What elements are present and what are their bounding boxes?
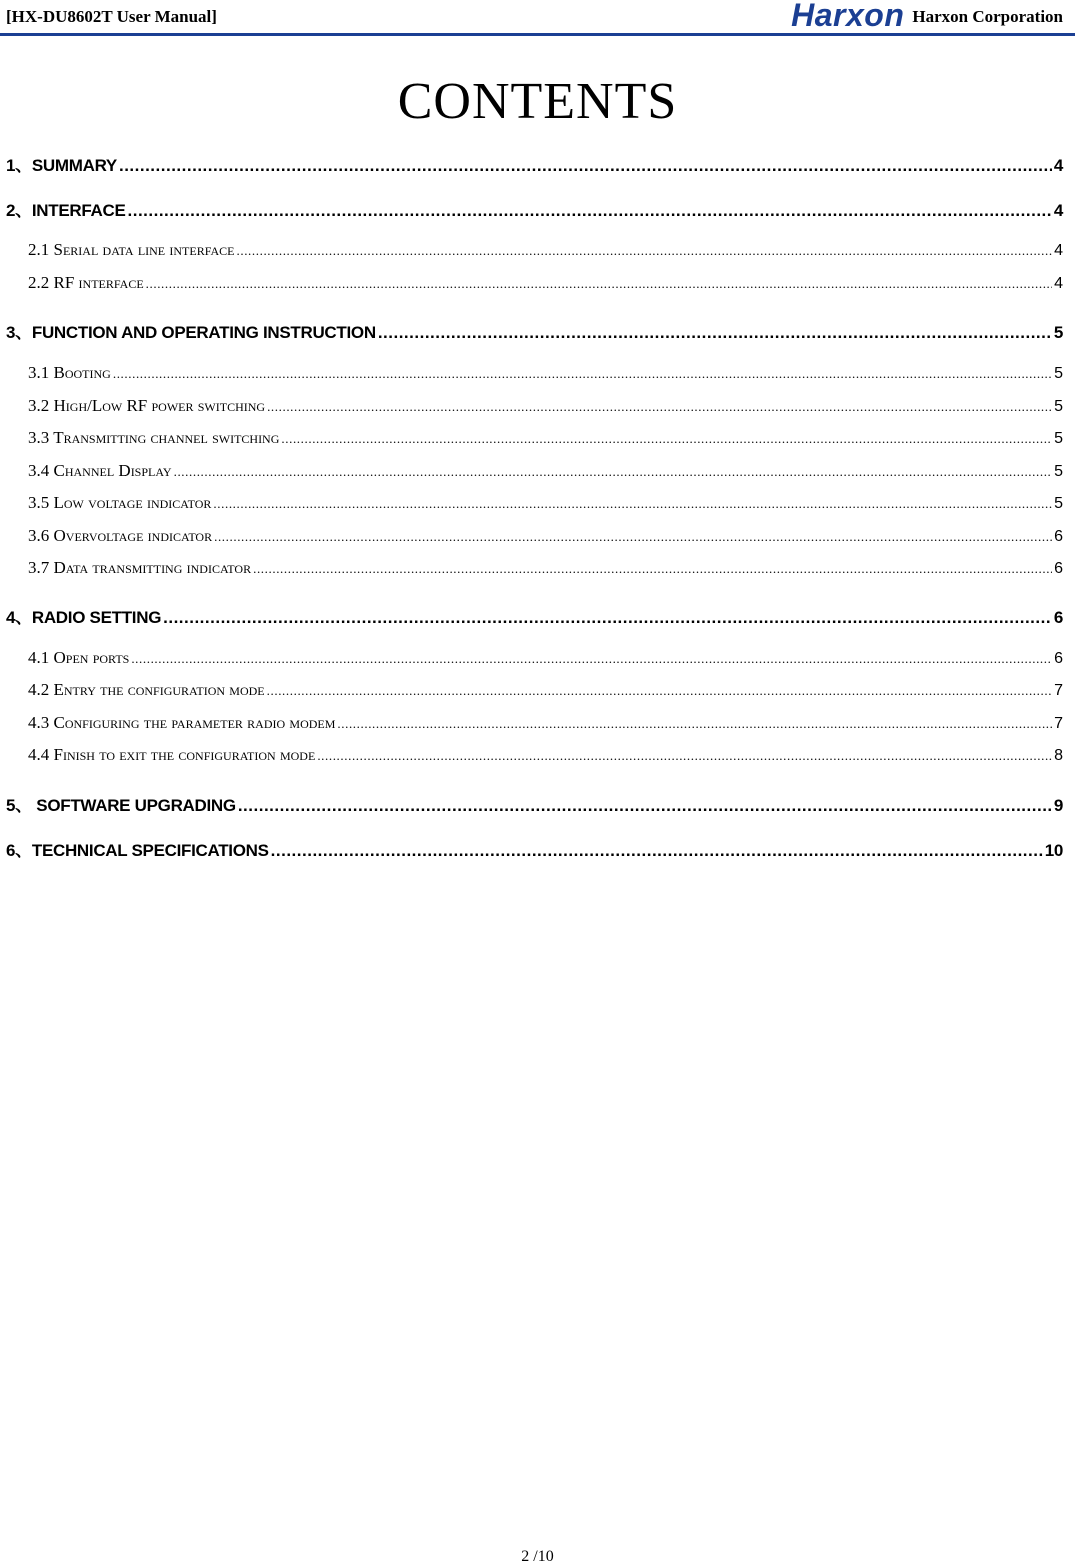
toc-entry[interactable] [28,680,1063,700]
toc-entry-label: 3、FUNCTION AND OPERATING INSTRUCTION [6,323,376,342]
toc-leader-dots [317,745,1052,765]
toc-entry-label: 4.3 Configuring the parameter radio modem [28,713,336,732]
toc-leader-dots [146,273,1052,293]
toc-entry-label: 2.1 Serial data line interface [28,240,235,259]
toc-entry[interactable] [28,461,1063,481]
toc-leader-dots [253,558,1052,578]
page-header [0,0,1075,34]
toc-leader-dots [238,796,1052,816]
toc-entry-page: 4 [1053,156,1063,175]
toc-entry-page: 7 [1054,682,1063,699]
toc-entry-label: 4、RADIO SETTING [6,608,162,627]
toc-entry-page: 4 [1054,242,1063,259]
toc-entry-label: 3.3 Transmitting channel switching [28,428,280,447]
toc-entry-page: 5 [1054,430,1063,447]
harxon-logo: Harxon [791,0,905,33]
toc-entry-page: 5 [1054,495,1063,512]
toc-entry-page: 9 [1053,796,1063,815]
toc-entry-label: 6、TECHNICAL SPECIFICATIONS [6,841,269,860]
toc-leader-dots [128,201,1052,221]
toc-entry-label: 4.2 Entry the configuration mode [28,680,265,699]
toc-entry-page: 4 [1053,201,1063,220]
toc-leader-dots [378,323,1052,343]
toc-entry-page: 5 [1054,398,1063,415]
toc-entry[interactable] [28,558,1063,578]
toc-entry[interactable] [6,318,1063,343]
toc-entry[interactable] [28,648,1063,668]
toc-leader-dots [163,608,1052,628]
toc-leader-dots [271,841,1043,861]
toc-leader-dots [131,648,1052,668]
toc-entry-label: 2.2 RF interface [28,273,144,292]
page-title: CONTENTS [397,73,678,130]
toc-leader-dots [337,713,1052,733]
toc-entry-label: 4.4 Finish to exit the configuration mode [28,745,316,764]
page-number: 2 /10 [521,1548,554,1565]
toc-entry[interactable] [6,836,1063,861]
manual-title: [HX-DU8602T User Manual] [6,7,217,26]
toc-entry-label: 3.1 Booting [28,363,111,382]
toc-leader-dots [174,461,1052,481]
toc-entry[interactable] [28,428,1063,448]
toc-entry[interactable] [28,240,1063,260]
toc-entry-label: 3.5 Low voltage indicator [28,493,212,512]
toc-leader-dots [267,680,1052,700]
toc-entry-label: 2、INTERFACE [6,201,126,220]
toc-entry-page: 8 [1054,747,1063,764]
header-brand [791,0,1063,34]
toc-leader-dots [267,396,1052,416]
toc-entry-page: 5 [1053,323,1063,342]
toc-leader-dots [281,428,1052,448]
toc-entry-page: 5 [1054,365,1063,382]
toc-entry-label: 3.7 Data transmitting indicator [28,558,252,577]
toc-entry-label: 3.2 High/Low RF power switching [28,396,266,415]
toc-leader-dots [119,156,1052,176]
toc-entry[interactable] [6,603,1063,628]
toc-entry-page: 6 [1054,560,1063,577]
toc-entry-page: 6 [1054,650,1063,667]
toc-entry[interactable] [28,273,1063,293]
toc-entry-page: 10 [1044,841,1063,860]
toc-entry[interactable] [6,791,1063,816]
toc-entry-page: 7 [1054,715,1063,732]
toc-leader-dots [214,526,1052,546]
toc-entry-page: 5 [1054,463,1063,480]
toc-entry-label: 1、SUMMARY [6,156,117,175]
toc-leader-dots [213,493,1052,513]
toc-entry[interactable] [28,396,1063,416]
toc-entry-label: 4.1 Open ports [28,648,130,667]
toc-entry[interactable] [6,151,1063,176]
toc-entry[interactable] [28,713,1063,733]
toc-entry-page: 4 [1054,275,1063,292]
toc-entry-label: 3.6 Overvoltage indicator [28,526,213,545]
toc-entry-label: 3.4 Channel Display [28,461,172,480]
toc-entry[interactable] [28,363,1063,383]
header-rule [0,33,1075,36]
toc-entry-label: 5、 SOFTWARE UPGRADING [6,796,236,815]
toc-leader-dots [237,240,1053,260]
toc-entry[interactable] [28,493,1063,513]
toc-entry[interactable] [28,745,1063,765]
toc-entry[interactable] [6,196,1063,221]
toc-leader-dots [113,363,1052,383]
toc-entry-page: 6 [1054,528,1063,545]
toc-entry[interactable] [28,526,1063,546]
company-name: Harxon Corporation [912,7,1063,26]
toc-entry-page: 6 [1053,608,1063,627]
